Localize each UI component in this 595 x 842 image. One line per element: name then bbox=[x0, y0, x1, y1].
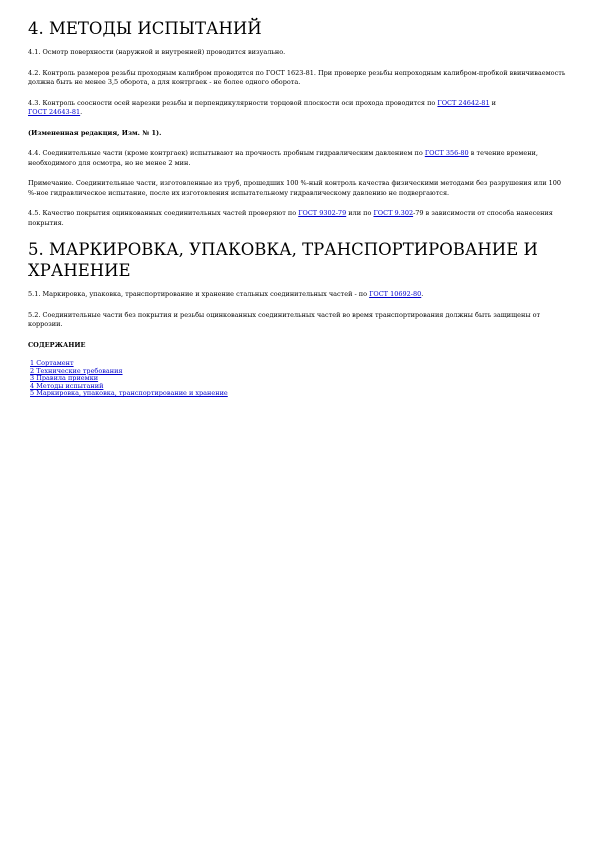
paragraph-5-1-end: . bbox=[421, 290, 424, 298]
toc-heading: СОДЕРЖАНИЕ bbox=[28, 340, 86, 349]
toc-item-test-methods[interactable]: 4 Методы испытаний bbox=[30, 381, 104, 390]
paragraph-4-4-end: в течение времени, необходимого для осмотра, но не менее 2 мин. bbox=[28, 149, 538, 167]
paragraph-4-3 bbox=[28, 99, 568, 118]
document-page bbox=[28, 18, 568, 398]
paragraph-5-2: 5.2. Соединительные части без покрытия и резьбы оцинкованных соединительных частей во время транспортирования должны быть защищены от коррозии. bbox=[28, 310, 541, 328]
paragraph-4-5-end: -79 в зависимости от способа нанесения покрытия. bbox=[28, 209, 553, 227]
toc-item-sortament[interactable]: 1 Сортамент bbox=[30, 359, 74, 367]
section-5-heading: 5. МАРКИРОВКА, УПАКОВКА, ТРАНСПОРТИРОВАНИЕ И ХРАНЕНИЕ bbox=[28, 240, 538, 280]
paragraph-5-1-text: 5.1. Маркировка, упаковка, транспортирование и хранение стальных соединительных частей - по bbox=[28, 290, 370, 298]
toc-item-acceptance-rules[interactable]: 3 Правила приемки bbox=[30, 374, 99, 382]
section-4-heading: 4. МЕТОДЫ ИСПЫТАНИЙ bbox=[28, 19, 262, 38]
gost-10692-link[interactable]: ГОСТ 10692-80 bbox=[369, 290, 422, 298]
paragraph-4-3-end: . bbox=[80, 108, 83, 116]
toc-item-technical-requirements[interactable]: 2 Технические требования bbox=[30, 366, 123, 375]
paragraph-4-1: 4.1. Осмотр поверхности (наружной и внутренней) проводится визуально. bbox=[28, 48, 286, 56]
gost-24642-link[interactable]: ГОСТ 24642-81 bbox=[437, 98, 490, 107]
gost-24643-link[interactable]: ГОСТ 24643-81 bbox=[28, 108, 81, 116]
table-of-contents bbox=[30, 360, 568, 398]
paragraph-4-2: 4.2. Контроль размеров резьбы проходным калибром проводится по ГОСТ 1623-81. При проверке резьбы непроходным калибром-пробкой ввинчиваемость должна быть не менее 3,5 оборота, а для контргаек - не более одного оборота. bbox=[28, 68, 566, 86]
paragraph-4-4-text: 4.4. Соединительные части (кроме контргаек) испытывают на прочность пробным гидравлическим давлением по bbox=[28, 149, 425, 157]
paragraph-4-5-text: 4.5. Качество покрытия оцинкованных соединительных частей проверяют по bbox=[28, 209, 299, 217]
paragraph-5-1 bbox=[28, 290, 568, 300]
edition-note: (Измененная редакция, Изм. № 1). bbox=[28, 128, 162, 137]
paragraph-4-3-text: 4.3. Контроль соосности осей нарезки резьбы и перпендикулярности торцовой плоскости оси прохода проводится по bbox=[28, 98, 438, 107]
gost-9-302-link[interactable]: ГОСТ 9.302 bbox=[373, 209, 414, 217]
note-paragraph: Примечание. Соединительные части, изготовленные из труб, прошедших 100 %-ный контроль качества физическими методами без разрушения или 100 %-ное гидравлическое испытание, после их изготовления испытательному гидравлическому давлению не подвергаются. bbox=[28, 179, 562, 197]
toc-item-marking-packing[interactable]: 5 Маркировка, упаковка, транспортирование и хранение bbox=[30, 389, 228, 397]
paragraph-4-4 bbox=[28, 149, 568, 168]
gost-356-link[interactable]: ГОСТ 356-80 bbox=[424, 149, 469, 157]
paragraph-4-5-or: или по bbox=[346, 209, 374, 217]
gost-9302-link[interactable]: ГОСТ 9302-79 bbox=[298, 209, 347, 217]
paragraph-4-3-and: и bbox=[489, 98, 496, 107]
paragraph-4-5 bbox=[28, 209, 568, 228]
